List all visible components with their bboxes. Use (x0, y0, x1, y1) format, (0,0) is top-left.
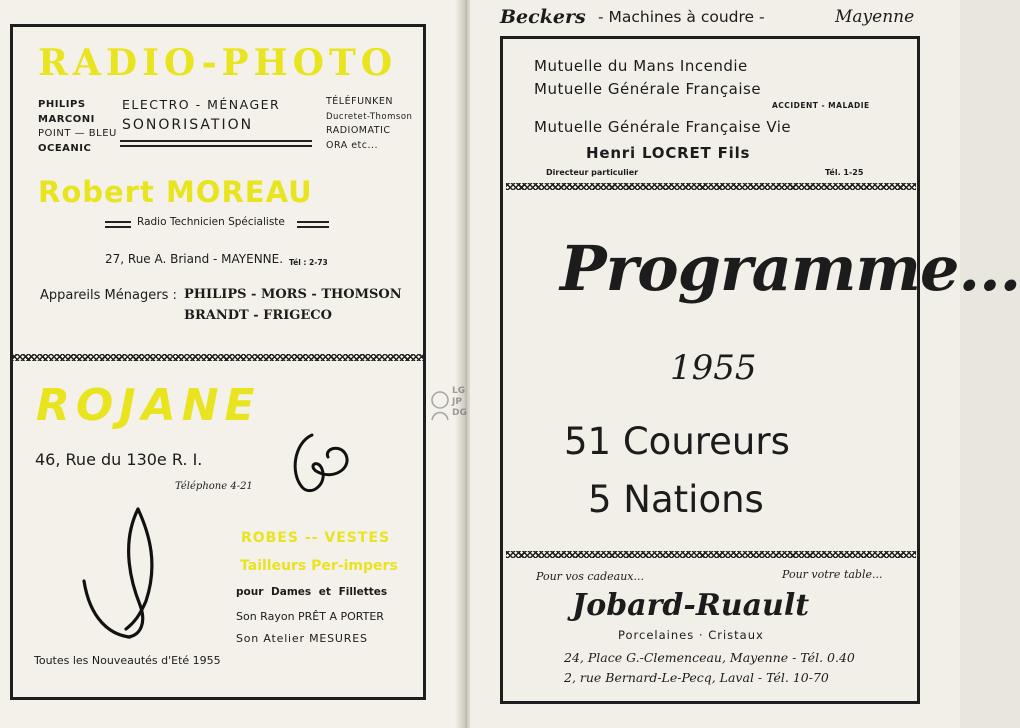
jobard-addr2: 2, rue Bernard-Le-Pecq, Laval - Tél. 10-70 (564, 670, 829, 685)
right-page (470, 0, 1020, 728)
moreau-subtitle-row (105, 216, 329, 232)
right-divider-top (506, 183, 916, 190)
moreau-address: 27, Rue A. Briand - MAYENNE. (105, 252, 284, 266)
jobard-right-tag: Pour votre table... (782, 568, 883, 581)
rojane-line2: Tailleurs Per-impers (240, 558, 398, 574)
radio-photo-title: RADIO-PHOTO (38, 42, 398, 84)
subtitle-rule-right (297, 221, 329, 228)
header-brand: Beckers (500, 6, 586, 28)
appliances-label: Appareils Ménagers : (40, 288, 177, 303)
insurance-line2-sub: ACCIDENT - MALADIE (772, 101, 870, 110)
right-brand-list (326, 95, 412, 153)
brand-point-bleu: POINT — BLEU (38, 128, 117, 139)
insurance-tel: Tél. 1-25 (825, 168, 864, 177)
rojane-line3: pour Dames et Fillettes (236, 586, 388, 598)
rojane-tel: Téléphone 4-21 (175, 481, 253, 492)
moreau-tel: Tél : 2-73 (289, 258, 328, 267)
sonorisation: SONORISATION (122, 117, 254, 133)
rojane-title: ROJANE (36, 380, 261, 431)
subtitle-rule-left (105, 221, 131, 228)
appliances-brands-1: PHILIPS - MORS - THOMSON (184, 287, 402, 302)
header-mid: - Machines à coudre - (598, 8, 765, 26)
stamp-j: J (452, 397, 456, 407)
jobard-addr1: 24, Place G.-Clemenceau, Mayenne - Tél. 0.40 (564, 650, 855, 665)
left-divider (12, 354, 424, 361)
appliances-brands-2: BRANDT - FRIGECO (184, 308, 332, 323)
brand-marconi: MARCONI (38, 113, 95, 125)
insurance-role: Directeur particulier (546, 168, 639, 177)
rojane-line5: Son Atelier MESURES (236, 632, 368, 645)
stamp-letters (452, 386, 467, 419)
jobard-left-tag: Pour vos cadeaux... (536, 570, 645, 583)
rojane-line1: ROBES -- VESTES (241, 530, 391, 546)
stamp-l: L (452, 386, 458, 396)
brand-ducretet: Ducretet-Thomson (326, 111, 413, 122)
program-year: 1955 (670, 348, 757, 388)
insurance-line3: Mutuelle Générale Française Vie (534, 118, 792, 136)
program-riders: 51 Coureurs (564, 420, 790, 463)
rojane-line4: Son Rayon PRÊT A PORTER (236, 610, 384, 623)
header-city: Mayenne (835, 7, 915, 27)
insurance-line1: Mutuelle du Mans Incendie (534, 57, 748, 75)
stamp-head-icon (430, 390, 450, 422)
stamp-g: G (457, 386, 466, 396)
left-page (0, 0, 462, 728)
rojane-address: 46, Rue du 130e R. I. (35, 450, 203, 469)
stamp-g2: G (459, 408, 467, 418)
jobard-name: Jobard-Ruault (572, 588, 810, 623)
right-divider-bottom (506, 551, 916, 558)
stamp-d: D (452, 408, 460, 418)
sonorisation-underline (120, 140, 312, 147)
electro-menager: ELECTRO - MÉNAGER (122, 97, 281, 112)
brand-radiomatic: RADIOMATIC (326, 125, 391, 136)
stamp-p: P (455, 397, 462, 407)
program-title: Programme... (560, 232, 1020, 305)
moreau-subtitle: Radio Technicien Spécialiste (137, 216, 285, 228)
left-brand-list (38, 98, 117, 156)
brand-ora: ORA etc... (326, 139, 379, 151)
rojane-footer: Toutes les Nouveautés d'Eté 1955 (34, 654, 221, 667)
program-nations: 5 Nations (588, 478, 764, 521)
brand-oceanic: OCEANIC (38, 142, 92, 154)
brand-telefunken: TÉLÉFUNKEN (326, 96, 393, 107)
brand-philips: PHILIPS (38, 99, 86, 110)
rojane-scarf-logo (288, 425, 358, 500)
rojane-silhouette-logo (80, 505, 190, 645)
jobard-products: Porcelaines · Cristaux (618, 628, 764, 642)
insurance-line2: Mutuelle Générale Française (534, 80, 762, 98)
insurance-name: Henri LOCRET Fils (586, 144, 751, 162)
robert-moreau: Robert MOREAU (38, 175, 313, 209)
